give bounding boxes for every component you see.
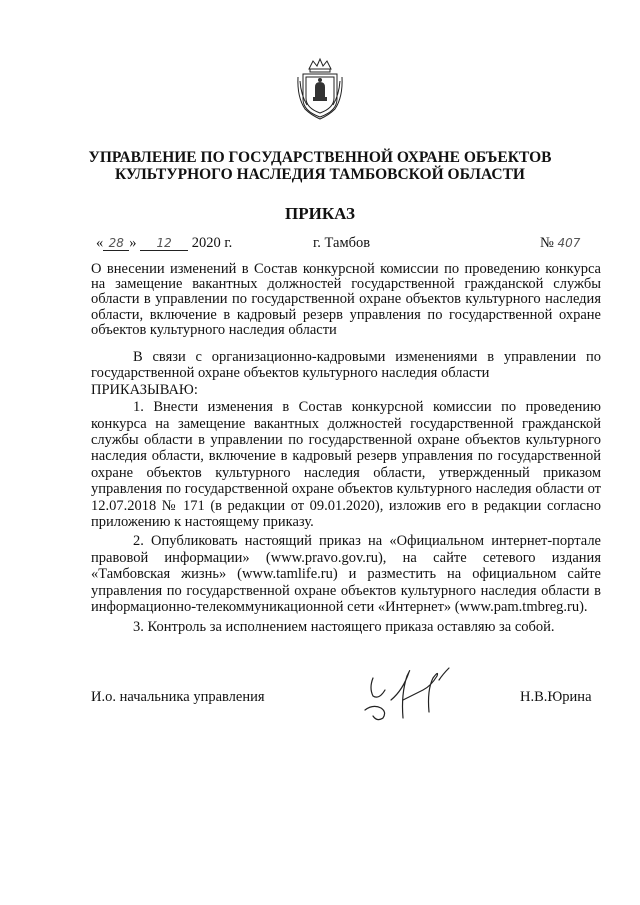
organization-name-line1: УПРАВЛЕНИЕ ПО ГОСУДАРСТВЕННОЙ ОХРАНЕ ОБЪЕКТОВ (88, 149, 552, 166)
item-1-paragraph: 1. Внести изменения в Состав конкурсной комиссии по проведению конкурса на замещение вакантных должностей государственной гражданской службы области в управлении по государственной охране объектов культурного наследия области, включение в кадровый резерв управления по государственной охране объектов культурного наследия области, утвержденный приказом управления по государственной охране объектов культурного наследия области от 12.07.2018 № 171 (в редакции от 09.01.2020), изложив его в редакции согласно приложению к настоящему приказу. (91, 399, 601, 531)
document-subject: О внесении изменений в Состав конкурсной комиссии по проведению конкурса на замещение вакантных должностей государственной гражданской службы области в управлении по государственной охране объектов культурного наследия области, включение в кадровый резерв управления по государственной охране объектов культурного наследия области (91, 261, 601, 338)
item-2-paragraph: 2. Опубликовать настоящий приказ на «Официальном интернет-портале правовой информации» (www.pravo.gov.ru), на сайте сетевого издания «Тамбовская жизнь» (www.tamlife.ru) и разместить на официальном сайте управления по государственной охране объектов культурного наследия области в информационно-телекоммуникационной сети «Интернет» (www.pam.tmbreg.ru). (91, 533, 601, 616)
document-type-title: ПРИКАЗ (285, 204, 355, 223)
signer-title: И.о. начальника управления (91, 689, 265, 705)
number-value: 407 (557, 236, 581, 250)
document-date (96, 235, 232, 252)
date-year: 2020 г. (191, 235, 233, 251)
document-city: г. Тамбов (313, 235, 371, 251)
coat-of-arms-icon (295, 55, 345, 121)
number-sign: № (540, 235, 554, 251)
item-3-paragraph: 3. Контроль за исполнением настоящего приказа оставляю за собой. (133, 618, 555, 635)
date-close-quote: » (129, 235, 137, 251)
document-body (91, 349, 601, 635)
document-number (540, 235, 597, 252)
signer-name: Н.В.Юрина (520, 689, 592, 705)
signature-icon (343, 660, 463, 724)
order-word: ПРИКАЗЫВАЮ: (91, 381, 198, 398)
date-day: 28 (103, 236, 129, 251)
date-open-quote: « (96, 235, 104, 251)
organization-name-line2: КУЛЬТУРНОГО НАСЛЕДИЯ ТАМБОВСКОЙ ОБЛАСТИ (115, 166, 525, 183)
date-month: 12 (140, 236, 188, 251)
preamble-paragraph: В связи с организационно-кадровыми изменениями в управлении по государственной охране объектов культурного наследия области (91, 349, 601, 382)
